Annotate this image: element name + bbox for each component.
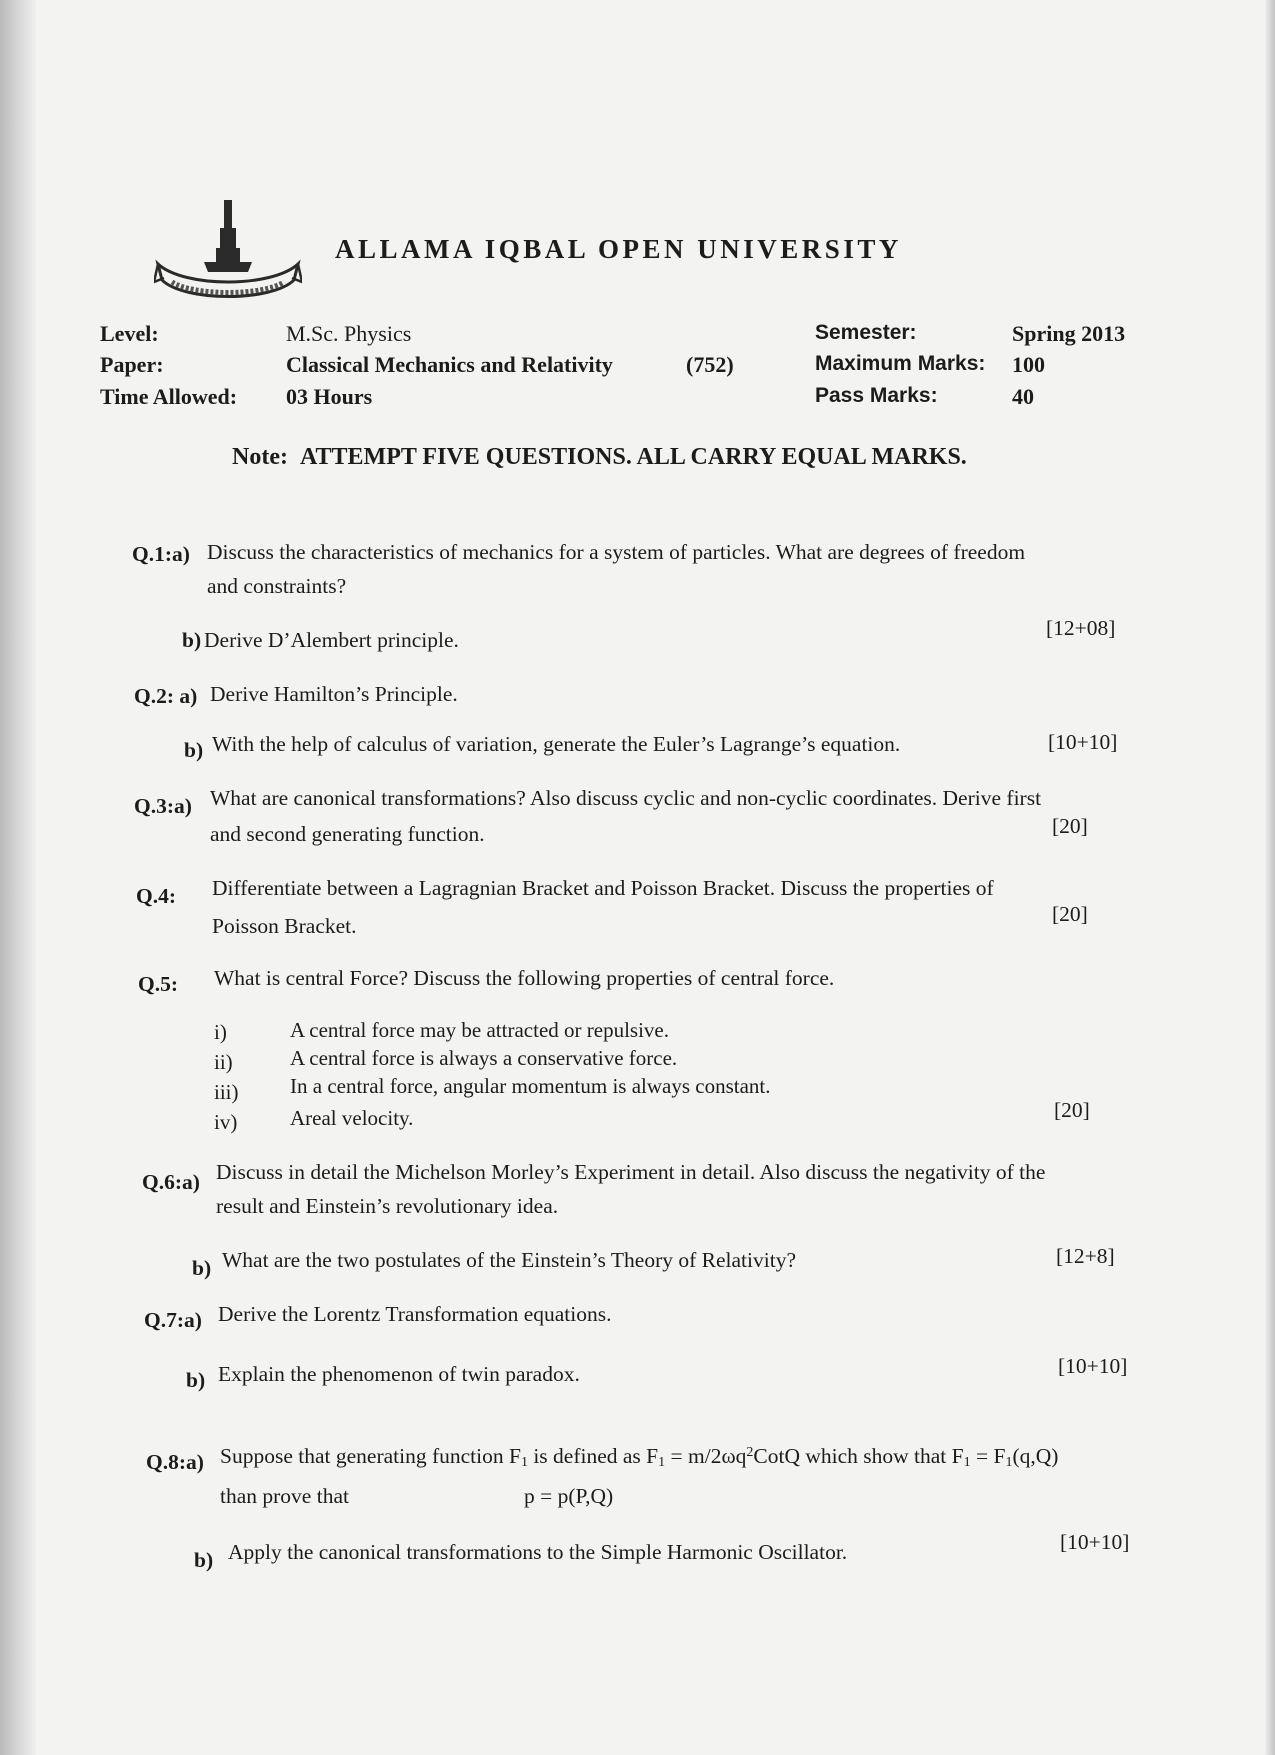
q8-a-part2: is defined as F — [527, 1444, 659, 1468]
q5-item-text: A central force is always a conservative force. — [290, 1046, 678, 1070]
note-label: Note: — [232, 444, 288, 470]
q8-b-label: b) — [194, 1548, 214, 1572]
q8-sub1: 1 — [520, 1455, 528, 1470]
paper-value: Classical Mechanics and Relativity — [286, 352, 613, 377]
q1-b-text: Derive D’Alembert principle. — [204, 628, 459, 652]
time-value: 03 Hours — [286, 384, 373, 409]
q6-a-line2: result and Einstein’s revolutionary idea. — [216, 1194, 559, 1218]
q7-a-text: Derive the Lorentz Transformation equations. — [218, 1302, 612, 1326]
q8-a-part4: CotQ which show that F — [753, 1444, 964, 1468]
q4-marks: [20] — [1052, 902, 1088, 926]
semester-value: Spring 2013 — [1012, 321, 1126, 346]
q5-item-text: In a central force, angular momentum is always constant. — [290, 1074, 771, 1098]
q8-a-part5: = F — [970, 1444, 1006, 1468]
q3-number: Q.3:a) — [134, 794, 192, 818]
q4-line1: Differentiate between a Lagragnian Bracket and Poisson Bracket. Discuss the properties of — [212, 876, 994, 900]
q6-number: Q.6:a) — [142, 1170, 200, 1194]
q4-number: Q.4: — [136, 884, 177, 908]
aiou-emblem-icon — [154, 198, 302, 316]
q8-sup: 2 — [746, 1445, 754, 1460]
q8-marks: [10+10] — [1060, 1530, 1130, 1554]
q2-number: Q.2: a) — [134, 684, 198, 708]
q7-marks: [10+10] — [1058, 1354, 1128, 1378]
pass-marks-label: Pass Marks: — [815, 384, 938, 407]
q2-marks: [10+10] — [1048, 730, 1118, 754]
q8-number: Q.8:a) — [146, 1450, 204, 1474]
q6-b-label: b) — [192, 1256, 212, 1280]
q6-b-text: What are the two postulates of the Einstein’s Theory of Relativity? — [222, 1248, 796, 1272]
max-marks-value: 100 — [1012, 352, 1045, 377]
q5-text: What is central Force? Discuss the following properties of central force. — [214, 966, 835, 990]
q7-b-label: b) — [186, 1368, 206, 1392]
semester-label: Semester: — [815, 321, 917, 344]
q6-marks: [12+8] — [1056, 1244, 1115, 1268]
note-text: ATTEMPT FIVE QUESTIONS. ALL CARRY EQUAL MARKS. — [299, 444, 967, 470]
q3-line1: What are canonical transformations? Also discuss cyclic and non-cyclic coordinates. Derive first — [210, 786, 1042, 810]
instructions-note — [232, 444, 967, 471]
q3-line2: and second generating function. — [210, 822, 485, 846]
q5-item-label: iii) — [214, 1080, 239, 1104]
q8-a-line2-eq: p = p(P,Q) — [524, 1484, 614, 1508]
q8-a-line2-text: than prove that — [220, 1484, 349, 1508]
q5-item-label: iv) — [214, 1110, 238, 1134]
q5-number: Q.5: — [138, 972, 179, 996]
level-value: M.Sc. Physics — [286, 321, 412, 346]
paper-code: (752) — [686, 352, 734, 377]
q8-a-part3: = m/2ωq — [665, 1444, 747, 1468]
pass-marks-value: 40 — [1012, 384, 1034, 409]
q6-a-line1: Discuss in detail the Michelson Morley’s Experiment in detail. Also discuss the negativity of the — [216, 1160, 1046, 1184]
q8-b-text: Apply the canonical transformations to the Simple Harmonic Oscillator. — [228, 1540, 848, 1564]
q2-a-text: Derive Hamilton’s Principle. — [210, 682, 458, 706]
q8-sub3: 1 — [963, 1455, 971, 1470]
q8-a-part1: Suppose that generating function F — [220, 1444, 521, 1468]
q8-sub4: 1 — [1005, 1455, 1013, 1470]
q4-line2: Poisson Bracket. — [212, 914, 357, 938]
q5-marks: [20] — [1054, 1098, 1090, 1122]
q1-number: Q.1:a) — [132, 542, 190, 566]
q3-marks: [20] — [1052, 814, 1088, 838]
q5-item-text: A central force may be attracted or repulsive. — [290, 1018, 669, 1042]
q1-b-label: b) — [182, 628, 202, 652]
q8-sub2: 1 — [658, 1455, 666, 1470]
q1-a-line1: Discuss the characteristics of mechanics for a system of particles. What are degrees of freedom — [207, 540, 1026, 564]
q1-a-line2: and constraints? — [207, 574, 347, 598]
max-marks-label: Maximum Marks: — [815, 352, 986, 375]
q8-a-line1 — [220, 1444, 1058, 1471]
q5-item-text: Areal velocity. — [290, 1106, 414, 1130]
q7-number: Q.7:a) — [144, 1308, 202, 1332]
level-label: Level: — [100, 321, 159, 346]
q2-b-text: With the help of calculus of variation, generate the Euler’s Lagrange’s equation. — [212, 732, 901, 756]
q5-item-label: i) — [214, 1020, 227, 1044]
q2-b-label: b) — [184, 738, 204, 762]
paper-label: Paper: — [100, 352, 164, 377]
university-title: ALLAMA IQBAL OPEN UNIVERSITY — [335, 234, 902, 264]
q7-b-text: Explain the phenomenon of twin paradox. — [218, 1362, 580, 1386]
time-label: Time Allowed: — [100, 384, 238, 409]
q1-marks: [12+08] — [1046, 616, 1116, 640]
q8-a-part6: (q,Q) — [1012, 1444, 1059, 1468]
q5-item-label: ii) — [214, 1050, 233, 1074]
